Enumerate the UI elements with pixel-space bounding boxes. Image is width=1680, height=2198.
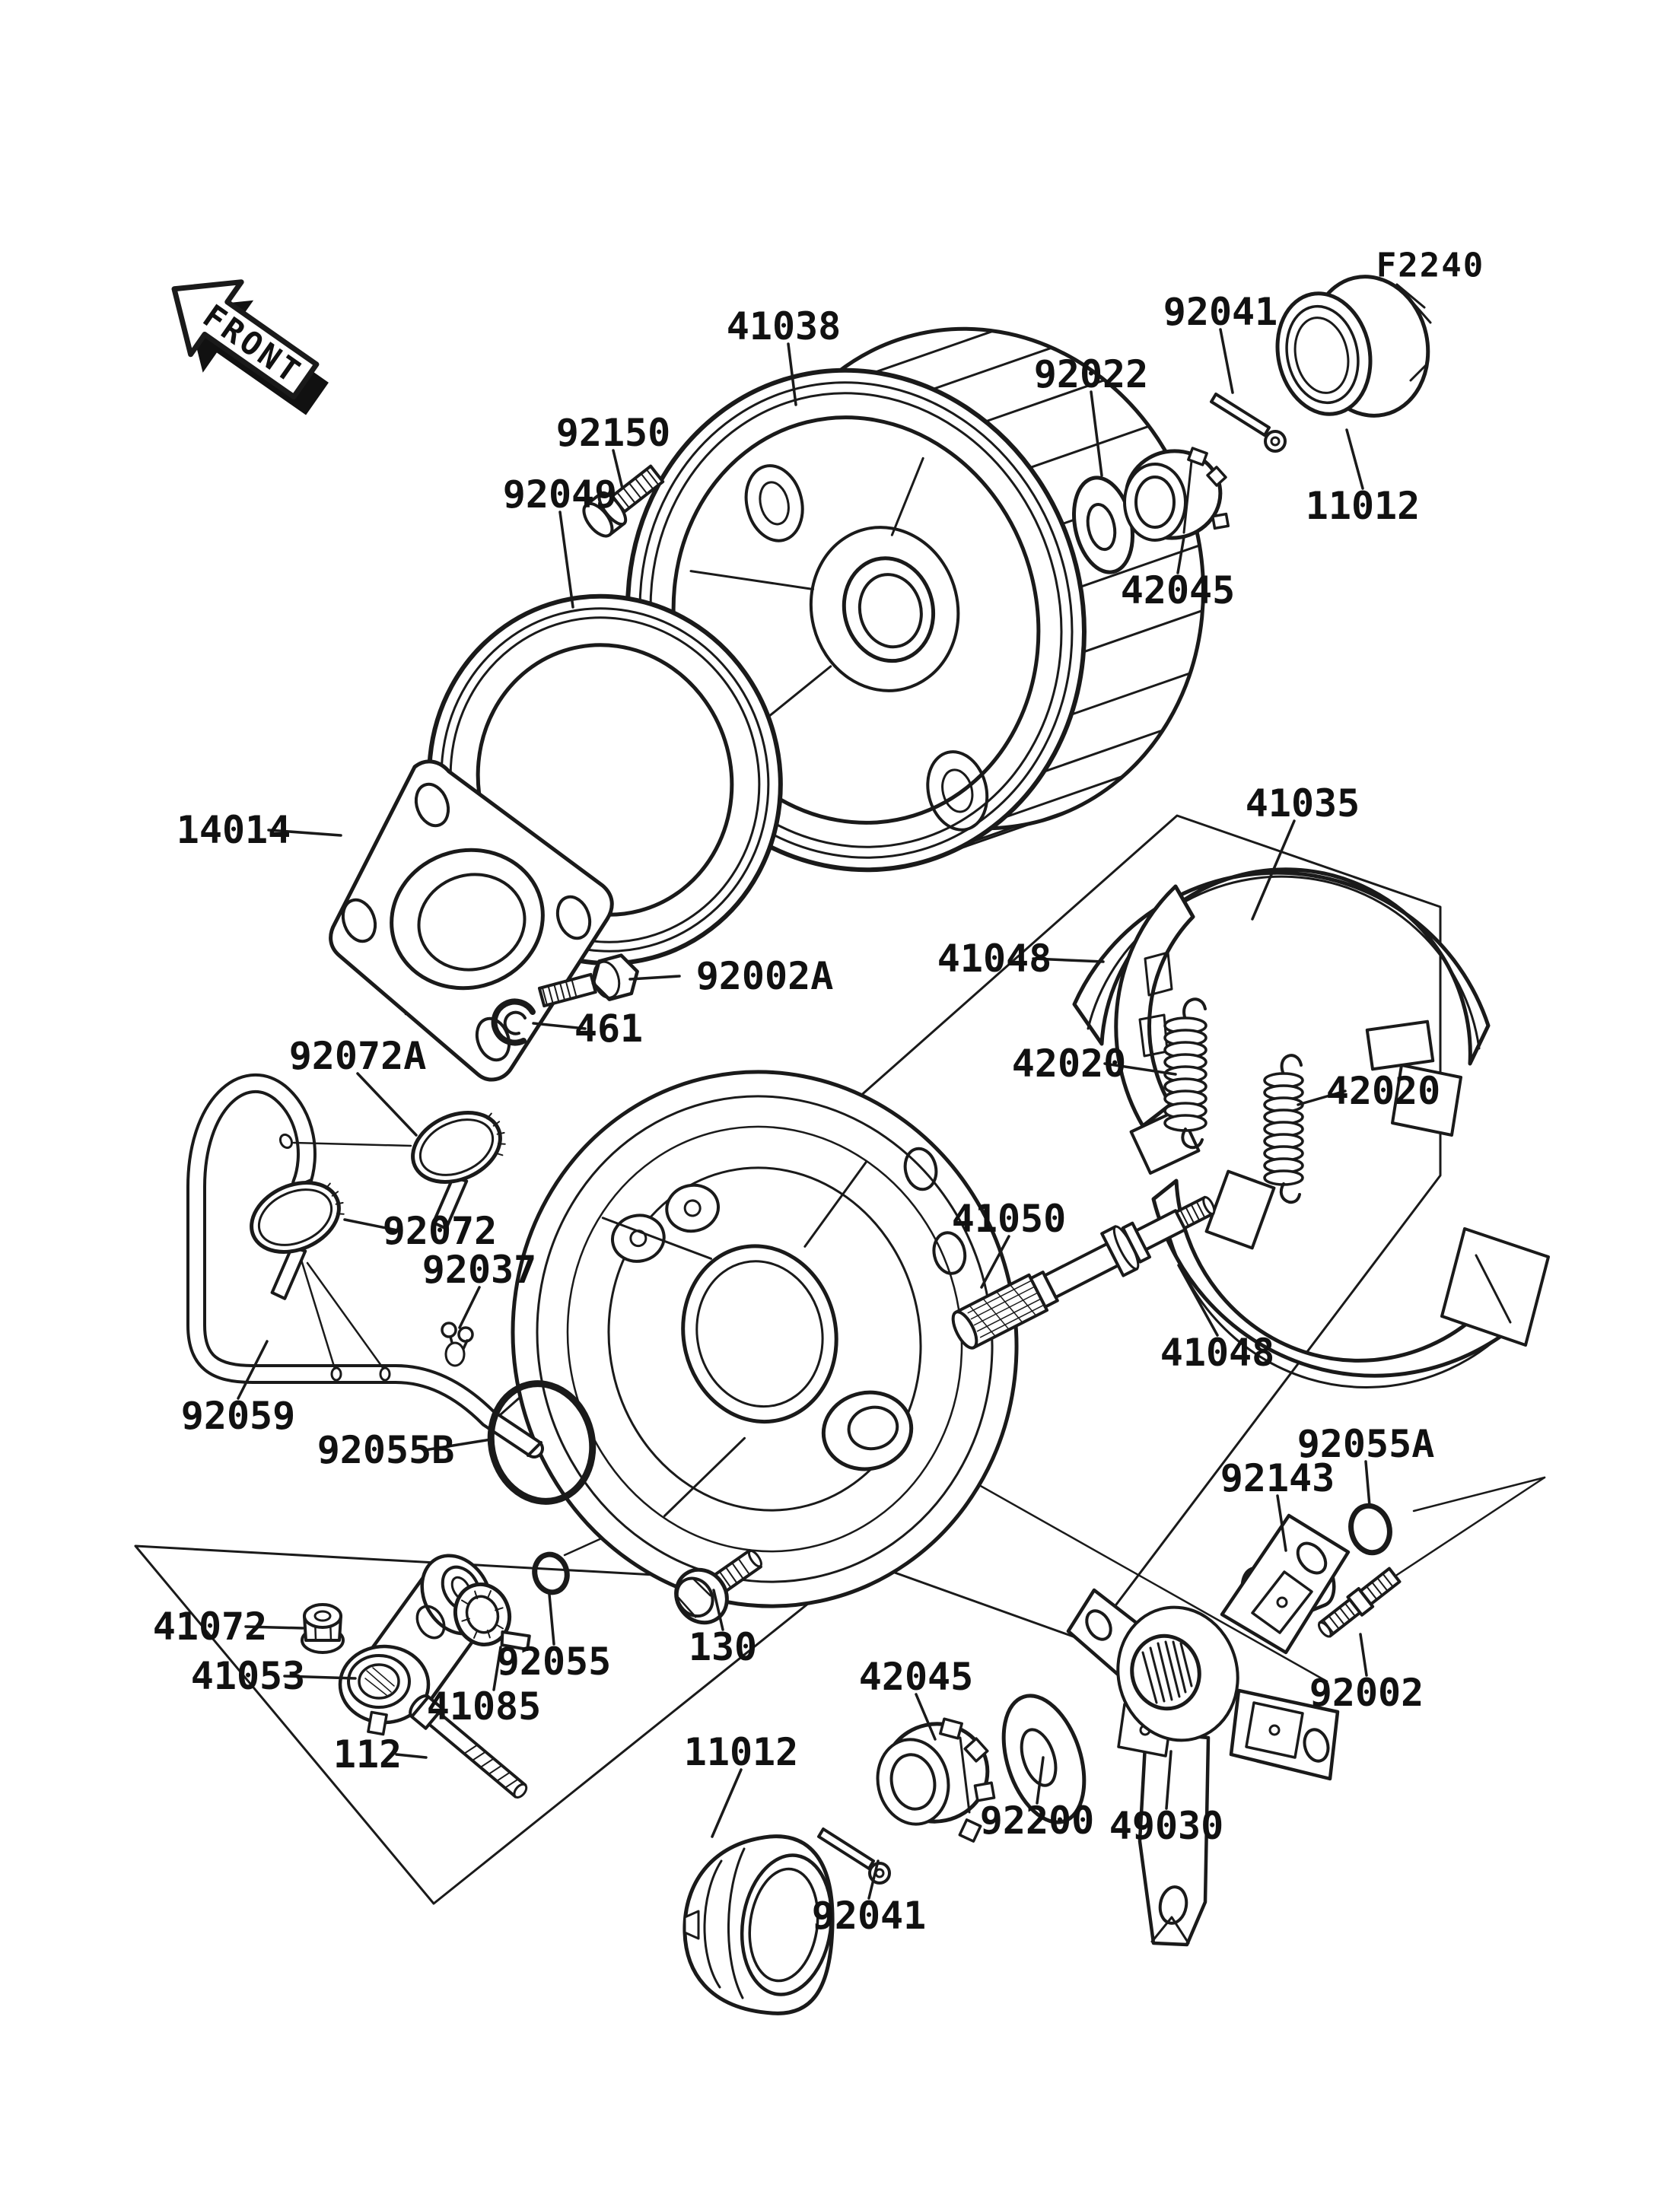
cap-top-drawing	[1267, 266, 1441, 427]
part-label-41048-lower: 41048	[1160, 1331, 1275, 1375]
figure-code: F2240	[1376, 246, 1485, 285]
part-label-41050: 41050	[951, 1197, 1067, 1241]
part-label-92049: 92049	[502, 472, 618, 517]
pointer-92055A-2	[1397, 1478, 1545, 1575]
oring-92055-drawing	[531, 1551, 571, 1596]
part-label-42020-left: 42020	[1011, 1042, 1127, 1086]
part-label-92002A: 92002A	[695, 954, 834, 998]
part-label-92037: 92037	[422, 1248, 537, 1292]
part-label-92072A: 92072A	[288, 1034, 427, 1078]
part-label-11012-top: 11012	[1305, 484, 1421, 528]
part-label-92059: 92059	[180, 1394, 296, 1438]
part-label-11012-bottom: 11012	[683, 1730, 799, 1774]
cotter-pin-top-drawing	[1211, 394, 1285, 451]
part-label-42045-top: 42045	[1120, 568, 1236, 612]
part-label-14014: 14014	[176, 808, 291, 852]
part-label-41085: 41085	[426, 1684, 542, 1729]
nut-41072-drawing	[302, 1605, 343, 1652]
part-label-41053: 41053	[190, 1654, 306, 1698]
part-label-112: 112	[332, 1732, 402, 1777]
clip-92037-drawing	[442, 1323, 473, 1366]
part-label-92002: 92002	[1309, 1671, 1424, 1715]
part-label-42020-right: 42020	[1325, 1069, 1441, 1113]
part-label-92055B: 92055B	[317, 1428, 455, 1472]
spring-right-drawing	[1265, 1055, 1303, 1202]
oring-92055A-drawing	[1346, 1502, 1395, 1557]
part-label-92072: 92072	[382, 1209, 498, 1253]
part-label-461: 461	[574, 1007, 644, 1051]
part-label-92143: 92143	[1220, 1456, 1335, 1500]
clamp-92072-drawing	[235, 1168, 369, 1303]
part-label-41072: 41072	[152, 1605, 268, 1649]
part-label-41038: 41038	[726, 304, 842, 348]
hub-spider-drawing	[1068, 1516, 1348, 1945]
part-label-41035: 41035	[1245, 781, 1360, 825]
part-label-130: 130	[688, 1625, 758, 1669]
part-label-92055: 92055	[496, 1640, 612, 1684]
part-label-49030: 49030	[1109, 1804, 1224, 1848]
part-label-92150: 92150	[555, 411, 671, 455]
front-arrow-text: FRONT	[196, 297, 310, 392]
part-label-92055A: 92055A	[1297, 1422, 1435, 1466]
part-label-92041-bottom: 92041	[811, 1894, 927, 1938]
part-label-41048-upper: 41048	[937, 937, 1052, 981]
front-arrow	[149, 253, 343, 434]
pointer-92055A-1	[1414, 1478, 1545, 1511]
part-label-92041-top: 92041	[1163, 290, 1278, 334]
part-label-92200: 92200	[979, 1799, 1095, 1843]
part-label-42045-bottom: 42045	[858, 1655, 974, 1699]
cotter-pin-bottom-drawing	[819, 1829, 889, 1883]
part-label-92022: 92022	[1033, 352, 1149, 396]
